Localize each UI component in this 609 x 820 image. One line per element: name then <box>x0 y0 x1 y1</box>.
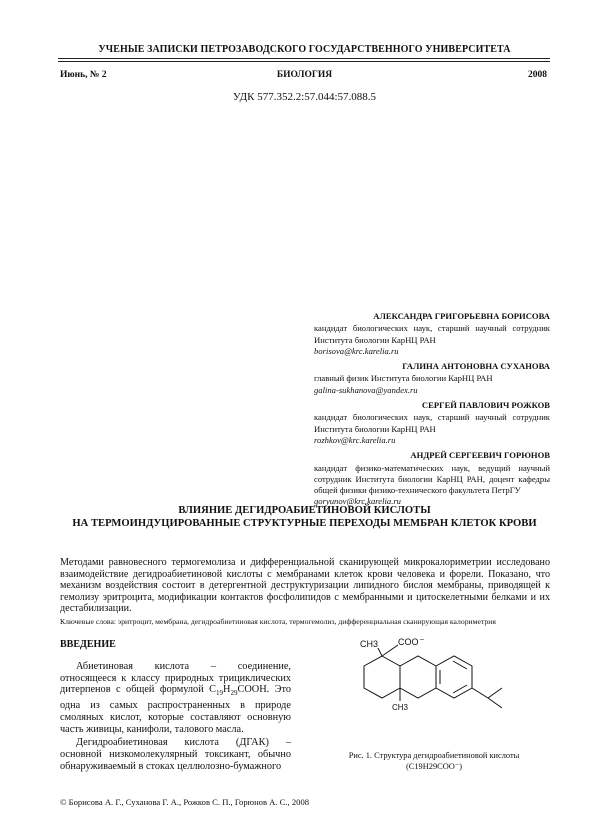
isopropyl-branch <box>488 698 502 708</box>
ring-a <box>364 656 400 698</box>
author-position: кандидат биологических наук, старший научный сотрудник Института биологии КарНЦ РАН <box>314 412 550 434</box>
ring-c <box>436 656 472 698</box>
copyright: © Борисова А. Г., Суханова Г. А., Рожков С. П., Горюнов А. С., 2008 <box>60 797 310 807</box>
carboxyl-label: COO <box>398 637 419 647</box>
author-block <box>314 311 550 357</box>
author-name: АНДРЕЙ СЕРГЕЕВИЧ ГОРЮНОВ <box>410 450 550 461</box>
author-email[interactable]: galina-sukhanova@yandex.ru <box>314 384 418 395</box>
carboxyl-bond <box>382 645 398 656</box>
journal-title: УЧЕНЫЕ ЗАПИСКИ ПЕТРОЗАВОДСКОГО ГОСУДАРСТВЕННОГО УНИВЕРСИТЕТА <box>98 44 511 55</box>
paragraph <box>60 661 291 735</box>
dehydroabietic-acid-structure <box>340 637 515 742</box>
author-name: АЛЕКСАНДРА ГРИГОРЬЕВНА БОРИСОВА <box>373 311 550 321</box>
author-position: кандидат биологических наук, старший научный сотрудник Института биологии КарНЦ РАН <box>314 323 550 345</box>
article-title-line: ВЛИЯНИЕ ДЕГИДРОАБИЕТИНОВОЙ КИСЛОТЫ <box>178 505 431 516</box>
header-rule <box>58 58 550 59</box>
paragraph-text: Абиетиновая кислота – соединение, относящееся к классу природных трициклических дитерпенов с общей формулой C <box>60 661 291 696</box>
formula-subscript: 29 <box>230 689 238 698</box>
methyl-bond-top <box>378 648 382 656</box>
intro-text <box>60 661 291 772</box>
isopropyl-bond <box>472 688 488 698</box>
header-rule-thin <box>58 61 550 62</box>
isopropyl-branch <box>488 688 502 698</box>
udk-code: УДК 577.352.2:57.044:57.088.5 <box>232 91 377 103</box>
section-heading-intro: ВВЕДЕНИЕ <box>60 639 116 650</box>
abstract: Методами равновесного термогемолиза и дифференциальной сканирующей микрокалориметрии исследовано взаимодействие дегидроабиетиновой кислоты с мембранами клеток крови человека и форели. Показано, что механизм воздействия состоит в детергентной деструктуризации липидного бислоя мембраны, приводящей к гемолизу эритроцита, модификации контактов фосфолипидов с мембранными и цитоскелетными белками и их дестабилизации. <box>60 557 550 615</box>
issue-label: Июнь, № 2 <box>60 70 107 80</box>
keywords: Ключевые слова: эритроцит, мембрана, дегидроабиетиновая кислота, термогемолиз, дифференциальная сканирующая калориметрия <box>60 617 496 626</box>
figure-caption-line: Рис. 1. Структура дегидроабиетиновой кислоты <box>348 751 520 760</box>
article-title <box>0 504 609 530</box>
author-name: ГАЛИНА АНТОНОВНА СУХАНОВА <box>402 361 550 372</box>
paragraph: Дегидроабиетиновая кислота (ДГАК) – основной низкомолекулярный токсикант, обычно обнаруживаемый в стоках целлюлозно-бумажного <box>60 737 291 772</box>
author-position: главный физик Института биологии КарНЦ РАН <box>314 373 493 384</box>
author-list <box>314 311 550 512</box>
author-position: кандидат физико-математических наук, ведущий научный сотрудник Института биологии КарНЦ РАН, доцент кафедры общей физики физико-технического факультета ПетрГУ <box>314 462 550 496</box>
author-block <box>314 361 550 396</box>
formula-text: H <box>223 684 231 696</box>
formula-subscript: 19 <box>216 689 224 698</box>
article-title-line: НА ТЕРМОИНДУЦИРОВАННЫЕ СТРУКТУРНЫЕ ПЕРЕХОДЫ МЕМБРАН КЛЕТОК КРОВИ <box>72 518 537 529</box>
methyl-label-top: CH3 <box>360 639 379 649</box>
author-email[interactable]: goryunov@krc.karelia.ru <box>314 496 401 507</box>
carboxyl-charge: – <box>420 637 424 643</box>
author-name: СЕРГЕЙ ПАВЛОВИЧ РОЖКОВ <box>421 400 550 411</box>
year-label: 2008 <box>528 70 547 80</box>
section-label: БИОЛОГИЯ <box>276 70 333 80</box>
ring-b <box>400 656 436 698</box>
author-email[interactable]: rozhkov@krc.karelia.ru <box>314 434 396 445</box>
paragraph-text: COOH. Это одна из самых распространенных в природе смоляных кислот, которые составляют основную часть живицы, канифоли, талового масла. <box>60 684 291 735</box>
author-email[interactable]: borisova@krc.karelia.ru <box>314 345 399 356</box>
methyl-label-bottom: CH3 <box>392 703 409 712</box>
author-block <box>314 450 550 507</box>
figure-caption <box>318 751 550 772</box>
figure-caption-formula: (C19H29COO⁻) <box>405 761 463 771</box>
author-block <box>314 400 550 446</box>
